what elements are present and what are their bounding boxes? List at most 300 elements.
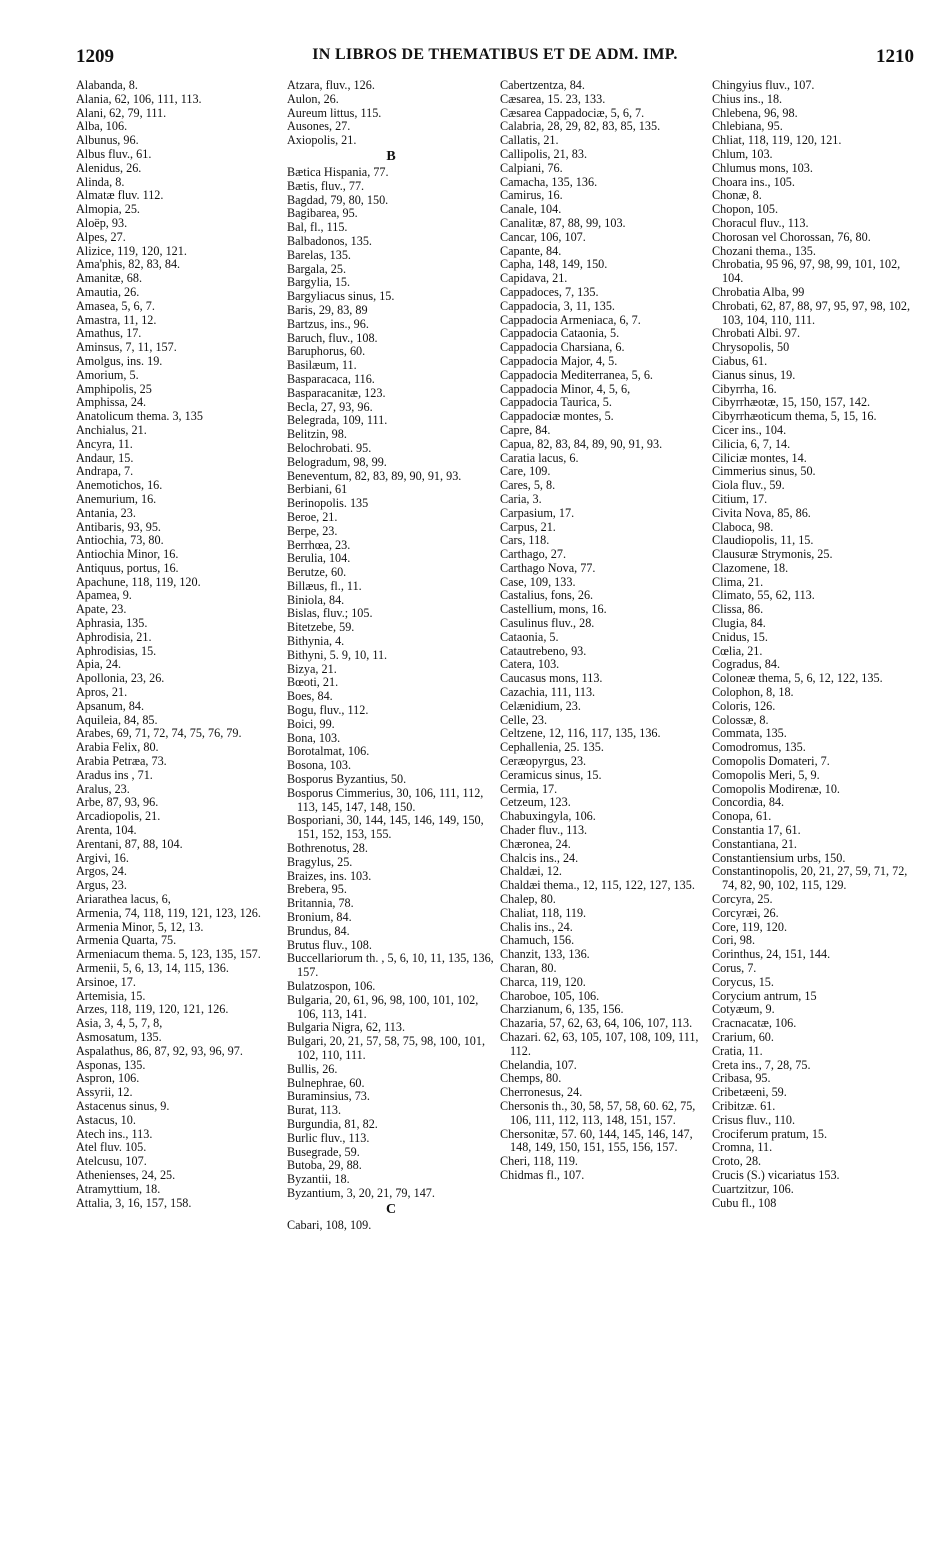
index-entry: Ceramicus sinus, 15. [500,767,602,782]
index-entry: Chlebiana, 95. [712,119,783,134]
index-entry: Amphissa, 24. [76,395,147,410]
index-entry: Axiopolis, 21. [287,133,357,148]
index-entry: Athenienses, 24, 25. [76,1167,176,1182]
index-entry: Cherronesus, 24. [500,1085,583,1100]
index-entry: Bœoti, 21. [287,675,339,690]
index-entry: Atel fluv. 105. [76,1140,147,1155]
index-entry: Cazachia, 111, 113. [500,685,596,700]
index-entry: Armenia Quarta, 75. [76,933,177,948]
index-entry: Apachune, 118, 119, 120. [76,574,201,589]
index-entry: Care, 109. [500,464,551,479]
index-entry: Chaldæi, 12. [500,864,562,879]
index-entry: Asia, 3, 4, 5, 7, 8, [76,1016,163,1031]
index-entry: Aureum littus, 115. [287,105,382,120]
index-entry: Chidmas fl., 107. [500,1167,585,1182]
index-column-2 [287,79,495,1233]
index-entry: Arabes, 69, 71, 72, 74, 75, 76, 79. [76,726,242,741]
index-column-4 [712,79,922,1210]
index-entry: Bætica Hispania, 77. [287,164,389,179]
index-entry: Cares, 5, 8. [500,478,556,493]
index-entry: Almopia, 25. [76,202,140,217]
index-entry: Alenidus, 26. [76,160,142,175]
index-entry: Chlebena, 96, 98. [712,105,798,120]
index-entry: Cabari, 108, 109. [287,1217,372,1232]
index-entry: Amasea, 5, 6, 7. [76,298,155,313]
index-entry: Barelas, 135. [287,247,351,262]
index-entry: Cicer ins., 104. [712,422,787,437]
index-entry: Calpiani, 76. [500,160,563,175]
index-entry: Atech ins., 113. [76,1126,153,1141]
index-entry: Carpasium, 17. [500,505,575,520]
index-entry: Cappadocia Charsiana, 6. [500,340,625,355]
index-entry: Bithynia, 4. [287,634,345,649]
index-entry: Amathus, 17. [76,326,142,341]
index-entry: Chrobatia, 95 96, 97, 98, 99, 101, 102, 104. [712,257,901,286]
index-entry: Aminsus, 7, 11, 157. [76,340,177,355]
index-entry: Chemps, 80. [500,1071,562,1086]
index-entry: Cappadoces, 7, 135. [500,284,599,299]
index-entry: Arbe, 87, 93, 96. [76,795,159,810]
index-entry: Cibyrrhæoticum thema, 5, 15, 16. [712,409,877,424]
index-entry: Ciliciæ montes, 14. [712,450,807,465]
index-entry: Comopolis Meri, 5, 9. [712,767,820,782]
index-entry: Cephallenia, 25. 135. [500,740,604,755]
index-entry: Bizya, 21. [287,661,337,676]
index-entry: Balbadonos, 135. [287,233,372,248]
index-entry: Corcyræi, 26. [712,905,779,920]
index-entry: Alpes, 27. [76,229,126,244]
index-entry: Corycus, 15. [712,974,774,989]
index-entry: Billæus, fl., 11. [287,578,362,593]
index-entry: Comopolis Domateri, 7. [712,754,830,769]
index-entry: Borotalmat, 106. [287,744,370,759]
index-entry: Charzianum, 6, 135, 156. [500,1002,624,1017]
index-entry: Cancar, 106, 107. [500,229,586,244]
index-entry: Charca, 119, 120. [500,974,586,989]
index-entry: Carthago Nova, 77. [500,560,596,575]
index-entry: Bargylia, 15. [287,275,351,290]
index-entry: Chrobatia Alba, 99 [712,284,805,299]
index-entry: Bothrenotus, 28. [287,841,368,856]
index-entry: Core, 119, 120. [712,919,788,934]
index-entry: Constantinopolis, 20, 21, 27, 59, 71, 72, 74, 82, 90, 102, 115, 129. [712,864,908,893]
index-entry: Bitetzebe, 59. [287,620,355,635]
index-entry: Aloëp, 93. [76,215,128,230]
index-entry: Corcyra, 25. [712,892,773,907]
index-entry: Antiquus, portus, 16. [76,560,179,575]
index-entry: Bullis, 26. [287,1061,338,1076]
index-entry: Bulgaria Nigra, 62, 113. [287,1020,406,1035]
index-entry: Atramyttium, 18. [76,1181,161,1196]
index-entry: Arcadiopolis, 21. [76,809,161,824]
index-entry: Comopolis Modirenæ, 10. [712,781,840,796]
index-entry: Capidava, 21. [500,271,568,286]
index-entry: Capua, 82, 83, 84, 89, 90, 91, 93. [500,436,663,451]
index-entry: Brutus fluv., 108. [287,937,372,952]
index-entry: Bronium, 84. [287,910,352,925]
index-entry: Ausones, 27. [287,119,351,134]
index-entry: Argus, 23. [76,878,127,893]
index-entry: Aradus ins , 71. [76,767,153,782]
index-entry: Chabuxingyla, 106. [500,809,596,824]
index-entry: Chæronea, 24. [500,836,571,851]
index-entry: Bosona, 103. [287,758,351,773]
index-entry: Cars, 118. [500,533,550,548]
index-entry: Cappadocia Minor, 4, 5, 6, [500,381,631,396]
index-entry: Cotyæum, 9. [712,1002,775,1017]
index-entry: Coloneæ thema, 5, 6, 12, 122, 135. [712,671,883,686]
index-entry: Berbiani, 61 [287,482,348,497]
index-entry: Arzes, 118, 119, 120, 121, 126. [76,1002,229,1017]
index-entry: Cæsarea Cappadociæ, 5, 6, 7. [500,105,645,120]
index-entry: Arentani, 87, 88, 104. [76,836,183,851]
index-entry: Chalis ins., 24. [500,919,573,934]
index-entry: Anemotichos, 16. [76,478,163,493]
index-entry: Colossæ, 8. [712,712,769,727]
index-entry: Camacha, 135, 136. [500,174,598,189]
index-entry: Boes, 84. [287,689,333,704]
index-entry: Chalcis ins., 24. [500,850,579,865]
index-entry: Casulinus fluv., 28. [500,616,595,631]
index-entry: Cheri, 118, 119. [500,1154,578,1169]
index-entry: Beroe, 21. [287,509,338,524]
index-entry: Busegrade, 59. [287,1144,360,1159]
index-entry: Celænidium, 23. [500,698,581,713]
index-entry: Calabria, 28, 29, 82, 83, 85, 135. [500,119,661,134]
index-entry: Apia, 24. [76,657,122,672]
index-entry: Anatolicum thema. 3, 135 [76,409,203,424]
index-entry: Armenii, 5, 6, 13, 14, 115, 136. [76,961,229,975]
index-entry: Crociferum pratum, 15. [712,1126,828,1141]
index-entry: Belitzin, 98. [287,427,347,442]
index-entry: Berulia, 104. [287,551,351,566]
index-entry: Bosporiani, 30, 144, 145, 146, 149, 150, 151, 152, 153, 155. [287,813,484,842]
index-entry: Antiochia, 73, 80. [76,533,164,548]
index-entry: Ariarathea lacus, 6, [76,892,171,907]
index-entry: Charoboe, 105, 106. [500,988,600,1003]
index-columns [0,79,952,1557]
index-entry: Choara ins., 105. [712,174,795,189]
index-entry: Corinthus, 24, 151, 144. [712,947,831,962]
index-entry: Bulnephrae, 60. [287,1075,365,1090]
index-entry: Britannia, 78. [287,896,354,911]
index-entry: Amphipolis, 25 [76,381,152,396]
index-entry: Chrobati Albi. 97. [712,326,801,341]
index-entry: Apros, 21. [76,685,128,700]
index-entry: Corycium antrum, 15 [712,988,817,1003]
index-entry: Brebera, 95. [287,882,347,897]
index-entry: Arenta, 104. [76,823,137,838]
index-entry: Ciabus, 61. [712,353,768,368]
index-entry: Cataonia, 5. [500,629,559,644]
section-letter: C [385,1201,397,1217]
index-entry: Artemisia, 15. [76,988,146,1003]
index-entry: Claudiopolis, 11, 15. [712,533,814,548]
index-entry: Biniola, 84. [287,592,345,607]
index-entry: Cappadocia Cataonia, 5. [500,326,620,341]
index-entry: Bithyni, 5. 9, 10, 11. [287,647,388,662]
index-entry: Case, 109, 133. [500,574,576,589]
index-entry: Atzara, fluv., 126. [287,78,375,92]
index-entry: Cimmerius sinus, 50. [712,464,816,479]
index-entry: Antiochia Minor, 16. [76,547,179,562]
index-entry: Chrobati, 62, 87, 88, 97, 95, 97, 98, 102, 103, 104, 110, 111. [712,298,911,327]
index-entry: Anchialus, 21. [76,422,147,437]
index-entry: Chliat, 118, 119, 120, 121. [712,133,842,148]
index-entry: Canalitæ, 87, 88, 99, 103. [500,215,626,230]
index-entry: Asmosatum, 135. [76,1029,162,1044]
index-entry: Cappadocia, 3, 11, 135. [500,298,615,313]
index-entry: Clugia, 84. [712,616,766,631]
index-entry: Chaliat, 118, 119. [500,905,587,920]
index-entry: Antibaris, 93, 95. [76,519,161,534]
index-entry: Basparacaca, 116. [287,371,375,386]
index-entry: Burlic fluv., 113. [287,1130,370,1145]
index-entry: Arabia Felix, 80. [76,740,159,755]
index-column-3 [500,79,707,1183]
index-entry: Alinda, 8. [76,174,125,189]
index-entry: Brundus, 84. [287,923,350,938]
index-entry: Bulgaria, 20, 61, 96, 98, 100, 101, 102, 106, 113, 141. [287,992,479,1021]
index-entry: Arabia Petræa, 73. [76,754,167,769]
index-entry: Bona, 103. [287,730,341,745]
index-entry: Ama'phis, 82, 83, 84. [76,257,181,272]
index-entry: Albunus, 96. [76,133,139,148]
index-entry: Cappadocia Armeniaca, 6, 7. [500,312,641,327]
index-entry: Almatæ fluv. 112. [76,188,164,203]
index-entry: Citium, 17. [712,491,768,506]
index-entry: Amorium, 5. [76,367,139,382]
index-entry: Cœlia, 21. [712,643,763,658]
index-entry: Cnidus, 15. [712,629,768,644]
index-entry: Cetzeum, 123. [500,795,571,810]
index-entry: Bargala, 25. [287,261,347,276]
index-entry: Amolgus, ins. 19. [76,353,163,368]
index-entry: Bætis, fluv., 77. [287,178,365,193]
index-entry: Alba, 106. [76,119,128,134]
index-entry: Chersonitæ, 57. 60, 144, 145, 146, 147, 148, 149, 150, 151, 155, 156, 157. [500,1126,693,1155]
index-entry: Capante, 84. [500,243,562,258]
index-entry: Asponas, 135. [76,1057,146,1072]
index-entry: Apate, 23. [76,602,127,617]
index-entry: Chopon, 105. [712,202,779,217]
page-number-right: 1210 [876,46,914,67]
index-entry: Chelandia, 107. [500,1057,577,1072]
index-entry: Charan, 80. [500,961,557,975]
index-entry: Bogu, fluv., 112. [287,703,369,718]
index-entry: Aphrodisias, 15. [76,643,157,658]
index-entry: Beneventum, 82, 83, 89, 90, 91, 93. [287,468,462,483]
index-entry: Astacus, 10. [76,1112,136,1127]
index-entry: Aulon, 26. [287,91,339,106]
index-entry: Caucasus mons, 113. [500,671,603,686]
index-entry: Clazomene, 18. [712,560,789,575]
index-entry: Chanzit, 133, 136. [500,947,590,962]
index-entry: Aralus, 23. [76,781,130,796]
index-entry: Braizes, ins. 103. [287,868,372,883]
index-entry: Chrysopolis, 50 [712,340,790,355]
index-entry: Constantia 17, 61. [712,823,801,838]
index-entry: Cappadociæ montes, 5. [500,409,614,424]
page-number-left: 1209 [76,46,114,67]
index-entry: Basparacanitæ, 123. [287,385,386,400]
index-entry: Cibyrrha, 16. [712,381,777,396]
index-entry: Celle, 23. [500,712,548,727]
index-entry: Byzantii, 18. [287,1172,350,1187]
index-entry: Cæsarea, 15. 23, 133. [500,91,606,106]
running-title: IN LIBROS DE THEMATIBUS ET DE ADM. IMP. [312,46,678,63]
index-entry: Cappadocia Major, 4, 5. [500,353,618,368]
index-entry: Cibyrrhæotæ, 15, 150, 157, 142. [712,395,871,410]
index-entry: Camirus, 16. [500,188,563,203]
index-entry: Bagdad, 79, 80, 150. [287,192,389,207]
index-entry: Crisus fluv., 110. [712,1112,796,1127]
index-entry: Apsanum, 84. [76,698,145,713]
index-entry: Aphrodisia, 21. [76,629,152,644]
index-entry: Berinopolis. 135 [287,496,369,511]
section-letter: B [386,148,396,164]
index-entry: Butoba, 29, 88. [287,1158,362,1173]
index-entry: Clissa, 86. [712,602,764,617]
index-entry: Berpe, 23. [287,523,338,538]
index-entry: Aspron, 106. [76,1071,140,1086]
index-entry: Byzantium, 3, 20, 21, 79, 147. [287,1185,435,1200]
index-entry: Boici, 99. [287,716,335,731]
index-entry: Cribetæeni, 59. [712,1085,787,1100]
index-entry: Aspalathus, 86, 87, 92, 93, 96, 97. [76,1043,243,1058]
index-entry: Becla, 27, 93, 96. [287,399,373,414]
index-entry: Ceræopyrgus, 23. [500,754,587,769]
index-entry: Chorosan vel Chorossan, 76, 80. [712,229,871,244]
index-entry: Andrapa, 7. [76,464,134,479]
index-entry: Chazaria, 57, 62, 63, 64, 106, 107, 113. [500,1016,693,1031]
index-entry: Apollonia, 23, 26. [76,671,165,686]
index-entry: Ciola fluv., 59. [712,478,785,493]
index-entry: Armenia Minor, 5, 12, 13. [76,919,204,934]
index-entry: Caratia lacus, 6. [500,450,579,465]
index-entry: Cogradus, 84. [712,657,781,672]
page-header [76,46,914,72]
index-entry: Assyrii, 12. [76,1085,133,1100]
index-entry: Catera, 103. [500,657,560,672]
index-entry: Coloris, 126. [712,698,776,713]
index-entry: Aphrasia, 135. [76,616,148,631]
index-entry: Concordia, 84. [712,795,785,810]
index-entry: Cuartzitzur, 106. [712,1181,794,1196]
index-entry: Bosporus Byzantius, 50. [287,772,407,787]
index-entry: Catautrebeno, 93. [500,643,587,658]
index-entry: Chlum, 103. [712,146,773,161]
index-entry: Carpus, 21. [500,519,556,534]
index-entry: Atelcusu, 107. [76,1154,147,1169]
index-entry: Anemurium, 16. [76,491,157,506]
index-entry: Ancyra, 11. [76,436,133,451]
index-entry: Conopa, 61. [712,809,772,824]
index-entry: Belegrada, 109, 111. [287,413,388,428]
index-entry: Carthago, 27. [500,547,567,562]
index-entry: Chader fluv., 113. [500,823,588,838]
index-entry: Cabertzentza, 84. [500,78,585,92]
index-entry: Caria, 3. [500,491,542,506]
index-entry: Alania, 62, 106, 111, 113. [76,91,202,106]
index-entry: Baris, 29, 83, 89 [287,302,368,317]
index-entry: Armeniacum thema. 5, 123, 135, 157. [76,947,261,962]
index-entry: Amautia, 26. [76,284,140,299]
index-entry: Cromna, 11. [712,1140,773,1155]
index-entry: Callatis, 21. [500,133,559,148]
index-entry: Alizice, 119, 120, 121. [76,243,187,258]
index-entry: Burat, 113. [287,1103,342,1118]
index-entry: Celtzene, 12, 116, 117, 135, 136. [500,726,661,741]
index-entry: Comodromus, 135. [712,740,806,755]
index-entry: Bargyliacus sinus, 15. [287,289,395,304]
index-entry: Croto, 28. [712,1154,762,1169]
index-entry: Commata, 135. [712,726,787,741]
index-entry: Canale, 104. [500,202,562,217]
index-entry: Arsinoe, 17. [76,974,136,989]
index-entry: Chonæ, 8. [712,188,762,203]
index-entry: Castellium, mons, 16. [500,602,607,617]
index-entry: Cilicia, 6, 7, 14. [712,436,791,451]
index-entry: Capre, 84. [500,422,551,437]
index-entry: Buccellariorum th. , 5, 6, 10, 11, 135, 136, 157. [287,951,494,980]
index-entry: Armenia, 74, 118, 119, 121, 123, 126. [76,905,261,920]
index-entry: Alabanda, 8. [76,78,138,92]
index-entry: Cubu fl., 108 [712,1195,777,1210]
index-entry: Bislas, fluv.; 105. [287,606,373,621]
index-entry: Capha, 148, 149, 150. [500,257,608,272]
index-entry: Claboca, 98. [712,519,774,534]
index-entry: Chozani thema., 135. [712,243,816,258]
index-entry: Chazari. 62, 63, 105, 107, 108, 109, 111, 112. [500,1029,699,1058]
index-column-1 [76,79,272,1210]
index-entry: Bulgari, 20, 21, 57, 58, 75, 98, 100, 101, 102, 110, 111. [287,1034,486,1062]
index-entry: Cracnacatæ, 106. [712,1016,797,1031]
index-entry: Clima, 21. [712,574,764,589]
index-entry: Chaldæi thema., 12, 115, 122, 127, 135. [500,878,695,893]
index-entry: Cianus sinus, 19. [712,367,796,382]
index-entry: Andaur, 15. [76,450,134,465]
index-entry: Chingyius fluv., 107. [712,78,815,92]
index-entry: Baruch, fluv., 108. [287,330,378,345]
index-entry: Bosporus Cimmerius, 30, 106, 111, 112, 113, 145, 147, 148, 150. [287,785,484,814]
index-entry: Creta ins., 7, 28, 75. [712,1057,811,1072]
index-entry: Basilæum, 11. [287,358,357,373]
index-entry: Climato, 55, 62, 113. [712,588,815,603]
index-entry: Chius ins., 18. [712,91,783,106]
index-entry: Aquileia, 84, 85. [76,712,158,727]
index-entry: Bagibarea, 95. [287,206,358,221]
index-entry: Cappadocia Mediterranea, 5, 6. [500,367,653,382]
index-entry: Cermia, 17. [500,781,558,796]
index-entry: Cribasa, 95. [712,1071,771,1086]
index-entry: Crucis (S.) vicariatus 153. [712,1167,840,1182]
index-entry: Cribitzæ. 61. [712,1098,776,1113]
index-entry: Bartzus, ins., 96. [287,316,369,331]
index-entry: Berrhœa, 23. [287,537,351,552]
index-entry: Buraminsius, 73. [287,1089,370,1104]
index-entry: Chersonis th., 30, 58, 57, 58, 60. 62, 75, 106, 111, 112, 113, 148, 151, 157. [500,1098,696,1127]
index-entry: Burgundia, 81, 82. [287,1116,378,1131]
index-entry: Cori, 98. [712,933,755,948]
index-entry: Cratia, 11. [712,1043,763,1058]
index-entry: Attalia, 3, 16, 157, 158. [76,1195,192,1210]
index-entry: Argivi, 16. [76,850,129,865]
index-entry: Albus fluv., 61. [76,146,152,161]
index-entry: Cappadocia Taurica, 5. [500,395,612,410]
index-entry: Crarium, 60. [712,1029,774,1044]
index-entry: Amastra, 11, 12. [76,312,157,327]
